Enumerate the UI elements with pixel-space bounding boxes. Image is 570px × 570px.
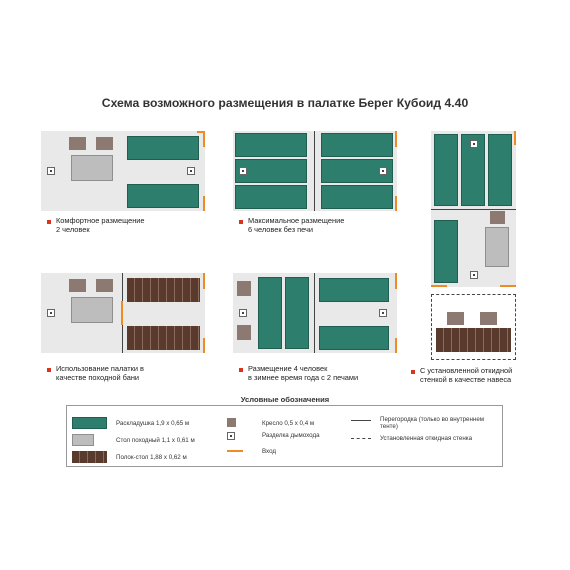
table bbox=[71, 155, 113, 181]
entrance bbox=[514, 131, 516, 145]
bed bbox=[319, 326, 389, 350]
partition bbox=[314, 273, 315, 353]
chair bbox=[480, 312, 497, 325]
bed bbox=[321, 133, 393, 157]
chimney-right bbox=[379, 309, 387, 317]
caption-bullet bbox=[239, 368, 243, 372]
caption-sauna: Использование палатки в качестве походной бани bbox=[56, 364, 144, 382]
plan-winter-4 bbox=[233, 273, 397, 353]
chair bbox=[96, 137, 113, 150]
legend-shelf-label: Полок-стол 1,88 x 0,62 м bbox=[116, 454, 187, 461]
legend-wall-label: Установленная откидная стенка bbox=[380, 435, 473, 442]
table bbox=[71, 297, 113, 323]
partition bbox=[431, 209, 516, 210]
shelf-table bbox=[436, 328, 511, 352]
chimney-left bbox=[239, 167, 247, 175]
entrance bbox=[431, 285, 447, 287]
entrance bbox=[500, 285, 516, 287]
caption-bullet bbox=[239, 220, 243, 224]
legend-chair-swatch bbox=[227, 418, 236, 427]
plan-comfort-2 bbox=[41, 131, 205, 211]
chimney-right bbox=[187, 167, 195, 175]
caption-bullet bbox=[411, 370, 415, 374]
legend-table-swatch bbox=[72, 434, 94, 446]
entrance bbox=[203, 338, 205, 353]
legend-bed-label: Раскладушка 1,9 x 0,65 м bbox=[116, 420, 190, 427]
chimney-top bbox=[470, 140, 478, 148]
bed bbox=[235, 133, 307, 157]
chair bbox=[96, 279, 113, 292]
shelf-table bbox=[127, 326, 200, 350]
chair bbox=[237, 325, 251, 340]
legend-entrance-swatch bbox=[227, 450, 243, 452]
entrance bbox=[395, 196, 397, 211]
plan-awning bbox=[431, 131, 516, 287]
chimney-left bbox=[239, 309, 247, 317]
shelf-table bbox=[127, 278, 200, 302]
table bbox=[485, 227, 509, 267]
plan-max-6 bbox=[233, 131, 397, 211]
chimney-right bbox=[379, 167, 387, 175]
chair bbox=[490, 211, 505, 224]
bed bbox=[285, 277, 309, 349]
chair bbox=[237, 281, 251, 296]
entrance bbox=[203, 273, 205, 289]
legend-title: Условные обозначения bbox=[240, 395, 330, 404]
chair bbox=[69, 137, 86, 150]
entrance bbox=[203, 131, 205, 147]
bed bbox=[434, 220, 458, 283]
chimney-left bbox=[47, 167, 55, 175]
bed bbox=[127, 184, 199, 208]
chimney-left bbox=[47, 309, 55, 317]
caption-bullet bbox=[47, 368, 51, 372]
bed bbox=[321, 185, 393, 209]
caption-winter: Размещение 4 человек в зимнее время года с 2 печами bbox=[248, 364, 359, 382]
legend-wall-line bbox=[351, 438, 371, 439]
page-title: Схема возможного размещения в палатке Берег Кубоид 4.40 bbox=[101, 96, 469, 110]
legend-partition-line bbox=[351, 420, 371, 421]
caption-comfort: Комфортное размещение 2 человек bbox=[56, 216, 145, 234]
bed bbox=[488, 134, 512, 206]
plan-sauna bbox=[41, 273, 205, 353]
entrance bbox=[121, 301, 123, 325]
chair bbox=[69, 279, 86, 292]
bed bbox=[258, 277, 282, 349]
bed bbox=[127, 136, 199, 160]
legend-shelf-swatch bbox=[72, 451, 107, 463]
caption-bullet bbox=[47, 220, 51, 224]
chimney-bottom bbox=[470, 271, 478, 279]
bed bbox=[235, 185, 307, 209]
entrance bbox=[395, 273, 397, 289]
caption-awning: С установленной откидной стенкой в качестве навеса bbox=[420, 366, 513, 384]
legend-chimney-label: Разделка дымохода bbox=[262, 432, 320, 439]
entrance bbox=[395, 131, 397, 147]
legend-chair-label: Кресло 0,5 x 0,4 м bbox=[262, 420, 315, 427]
legend-bed-swatch bbox=[72, 417, 107, 429]
bed bbox=[319, 278, 389, 302]
bed bbox=[434, 134, 458, 206]
caption-max: Максимальное размещение 6 человек без печи bbox=[248, 216, 345, 234]
entrance bbox=[395, 338, 397, 353]
chair bbox=[447, 312, 464, 325]
entrance bbox=[203, 196, 205, 211]
legend-chimney-icon bbox=[227, 432, 235, 440]
partition bbox=[314, 131, 315, 211]
legend-partition-label: Перегородка (только во внутреннем тенте) bbox=[380, 416, 485, 430]
legend-table-label: Стол походный 1,1 x 0,61 м bbox=[116, 437, 195, 444]
legend-entrance-label: Вход bbox=[262, 448, 276, 455]
